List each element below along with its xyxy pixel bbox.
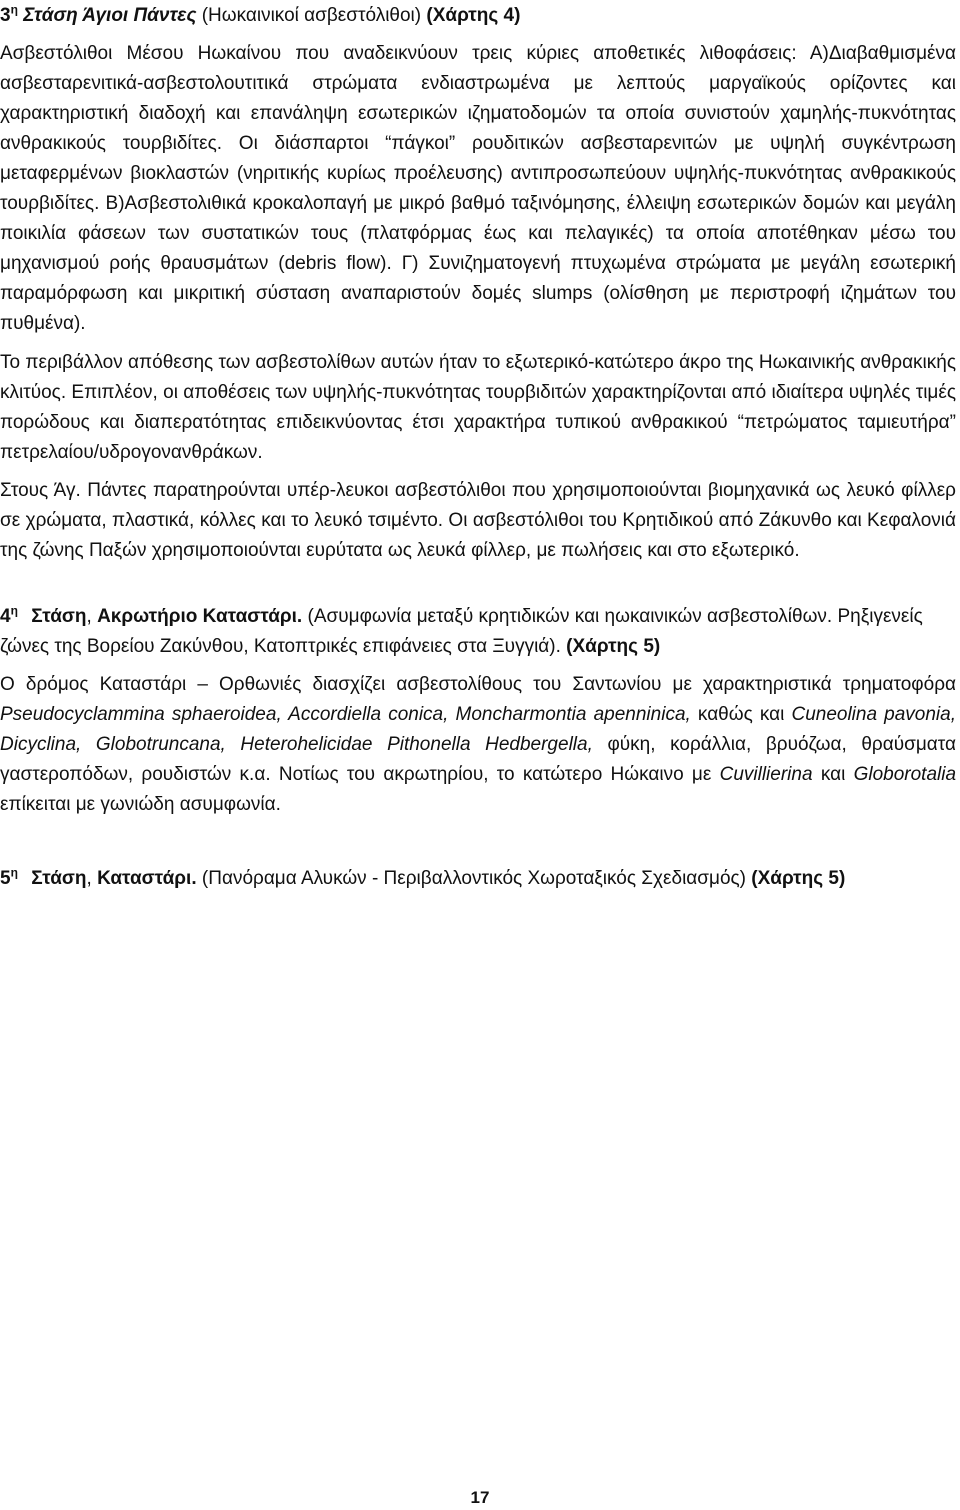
- stop3-heading: [0, 1, 956, 31]
- stop5-comma: ,: [86, 868, 92, 889]
- stop3-paragraph-1: Ασβεστόλιθοι Μέσου Ηωκαίνου που αναδεικνύουν τρεις κύριες αποθετικές λιθοφάσεις: Α)Διαβαθμισμένα ασβεσταρενιτικά-ασβεστολουτιτικά στρώματα ενδιαστρωμένα με λεπτούς μαργαϊκούς ορίζοντες και χαρακτηριστική διαδοχή και επανάληψη εσωτερικών ιζηματοδομών τα οποία συνιστούν χαμηλής-πυκνότητας ανθρακικούς τουρβιδίτες. Οι διάσπαρτοι “πάγκοι” ρουδιτικών ασβεσταρενιτών με υψηλή συγκέντρωση μεταφερμένων βιοκλαστών (νηριτικής κυρίως προέλευσης) αντιπροσωπεύουν υψηλής-πυκνότητας ανθρακικούς τουρβιδίτες. Β)Ασβεστολιθικά κροκαλοπαγή με μικρό βαθμό ταξινόμησης, έλλειψη εσωτερικών δομών και μεγάλη ποικιλία φάσεων των συστατικών τους (πλατφόρμας έως και πελαγικές) τα οποία αποτέθηκαν μέσω του μηχανισμού ροής θραυσμάτων (debris flow). Γ) Συνιζηματογενή πτυχωμένα στρώματα με μεγάλη εσωτερική παραμόρφωση και μικριτική σύσταση αναπαριστούν δομές slumps (ολίσθηση με περιστροφή ιζημάτων του πυθμένα).: [0, 43, 956, 334]
- stop4-taxa-2: Cuneolina pavonia, Dicyclina, Globotruncana, Heterohelicidae Pithonella Hedbergella,: [0, 704, 956, 755]
- stop4-taxa-1: Pseudocyclammina sphaeroidea, Accordiella conica, Moncharmontia apenninica,: [0, 704, 691, 725]
- stop4-comma: ,: [86, 606, 92, 627]
- stop3-number: 3: [0, 5, 11, 26]
- stop4-place: Ακρωτήριο Καταστάρι.: [97, 606, 303, 627]
- stop4-and-1: καθώς και: [697, 704, 785, 725]
- stop4-end: επίκειται με γωνιώδη ασυμφωνία.: [0, 794, 281, 815]
- stop5-place: Καταστάρι.: [97, 868, 197, 889]
- stop5-heading: [0, 864, 956, 894]
- stop4-middle: φύκη, κοράλλια, βρυόζωα, θραύσματα γαστεροπόδων, ρουδιστών κ.α. Νοτίως του ακρωτηρίου, το κατώτερο Ηώκαινο με: [0, 734, 956, 785]
- stop4-number: 4: [0, 606, 11, 627]
- stop3-title: Στάση Άγιοι Πάντες: [23, 5, 197, 26]
- stop3-subtitle: (Ηωκαινικοί ασβεστόλιθοι): [201, 5, 422, 26]
- stop4-and-2: και: [820, 764, 846, 785]
- stop4-intro: Ο δρόμος Καταστάρι – Ορθωνιές διασχίζει ασβεστολίθους του Σαντωνίου με χαρακτηριστικά τρηματοφόρα: [0, 674, 956, 695]
- stop3-paragraph-3: Στους Άγ. Πάντες παρατηρούνται υπέρ-λευκοι ασβεστόλιθοι που χρησιμοποιούνται βιομηχανικά ως λευκό φίλλερ σε χρώματα, πλαστικά, κόλλες και το λευκό τσιμέντο. Οι ασβεστόλιθοι του Κρητιδικού από Ζάκυνθο και Κεφαλονιά της ζώνης Παξών χρησιμοποιούνται ευρύτατα ως λευκά φίλλερ, με πωλήσεις και στο εξωτερικό.: [0, 480, 956, 561]
- stop5-map-ref: (Χάρτης 5): [751, 868, 846, 889]
- stop5-title: Στάση: [31, 868, 87, 889]
- stop3-ordinal: η: [10, 2, 18, 17]
- stop4-title: Στάση: [31, 606, 87, 627]
- stop4-map-ref: (Χάρτης 5): [566, 636, 661, 657]
- stop4-ordinal: η: [10, 603, 18, 618]
- stop4-taxa-4: Globorotalia: [853, 764, 957, 785]
- stop5-number: 5: [0, 868, 11, 889]
- stop4-description: (Ασυμφωνία μεταξύ κρητιδικών και ηωκαινικών ασβεστολίθων. Ρηξιγενείς ζώνες της Βορείου Ζακύνθου, Κατοπτρικές επιφάνειες στα Ξυγγιά).: [0, 606, 923, 657]
- stop5-description: (Πανόραμα Αλυκών - Περιβαλλοντικός Χωροταξικός Σχεδιασμός): [201, 868, 746, 889]
- stop4-taxa-3: Cuvillierina: [719, 764, 813, 785]
- page-number: 17: [470, 1488, 490, 1507]
- stop4-paragraph: [0, 670, 956, 820]
- stop3-paragraph-2: Το περιβάλλον απόθεσης των ασβεστολίθων αυτών ήταν το εξωτερικό-κατώτερο άκρο της Ηωκαινικής ανθρακικής κλιτύος. Επιπλέον, οι αποθέσεις των υψηλής-πυκνότητας τουρβιδιτών χαρακτηρίζονται από ιδιαίτερα υψηλές τιμές πορώδους και διαπερατότητας επιδεικνύοντας έτσι χαρακτήρα τυπικού ανθρακικού “πετρώματος ταμιευτήρα” πετρελαίου/υδρογονανθράκων.: [0, 352, 956, 463]
- stop3-map-ref: (Χάρτης 4): [426, 5, 521, 26]
- stop5-ordinal: η: [10, 865, 18, 880]
- stop4-heading: [0, 602, 956, 662]
